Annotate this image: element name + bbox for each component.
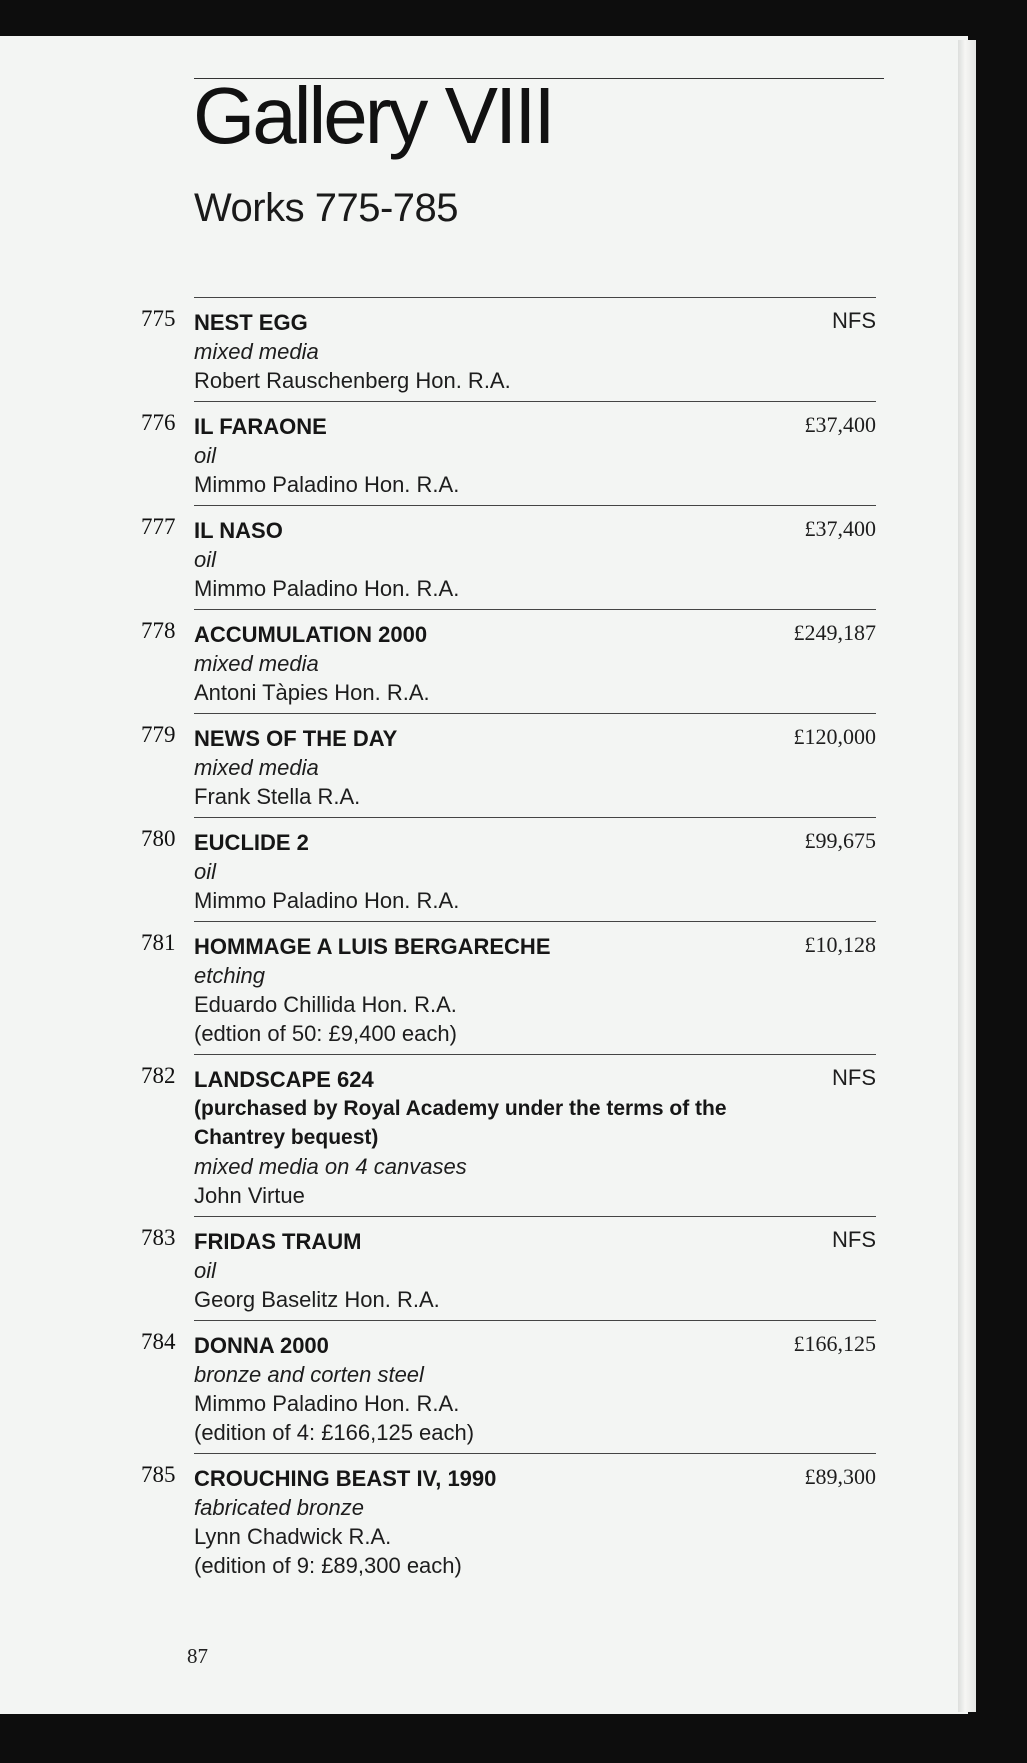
work-artist: Georg Baselitz Hon. R.A.	[194, 1287, 440, 1312]
work-medium: mixed media on 4 canvases	[194, 1154, 467, 1179]
work-entry	[141, 401, 876, 505]
work-artist: Antoni Tàpies Hon. R.A.	[194, 680, 430, 705]
work-details	[194, 1460, 876, 1580]
work-medium: fabricated bronze	[194, 1495, 364, 1520]
work-medium: etching	[194, 963, 265, 988]
work-number: 784	[141, 1329, 176, 1354]
work-title: IL FARAONE	[194, 414, 327, 439]
work-entry	[141, 1216, 876, 1320]
work-entry	[141, 609, 876, 713]
works-list	[0, 297, 968, 1586]
page-content	[0, 36, 968, 1714]
work-number: 780	[141, 826, 176, 851]
work-medium: oil	[194, 859, 217, 884]
work-artist: Lynn Chadwick R.A.	[194, 1524, 392, 1549]
work-number: 785	[141, 1462, 176, 1487]
work-price: NFS	[832, 1065, 876, 1090]
work-entry	[141, 1320, 876, 1453]
work-details	[194, 1327, 876, 1447]
work-price: £89,300	[804, 1464, 876, 1489]
work-medium: oil	[194, 443, 217, 468]
work-medium: mixed media	[194, 651, 319, 676]
work-price: £37,400	[804, 412, 876, 437]
work-details	[194, 408, 876, 499]
work-details	[194, 720, 876, 811]
work-artist: Mimmo Paladino Hon. R.A.	[194, 1391, 460, 1416]
work-artist: Robert Rauschenberg Hon. R.A.	[194, 368, 511, 393]
work-title: NEWS OF THE DAY	[194, 726, 398, 751]
work-title: ACCUMULATION 2000	[194, 622, 428, 647]
work-medium: oil	[194, 1258, 217, 1283]
work-artist: Mimmo Paladino Hon. R.A.	[194, 576, 460, 601]
work-number: 776	[141, 410, 176, 435]
work-edition: (edition of 4: £166,125 each)	[194, 1420, 475, 1445]
work-number: 778	[141, 618, 176, 643]
work-price: £37,400	[804, 516, 876, 541]
work-price: £10,128	[804, 932, 876, 957]
work-entry	[141, 1054, 876, 1216]
work-price: £249,187	[793, 620, 876, 645]
work-price: NFS	[832, 308, 876, 333]
work-price: NFS	[832, 1227, 876, 1252]
work-title: HOMMAGE A LUIS BERGARECHE	[194, 934, 551, 959]
work-title: EUCLIDE 2	[194, 830, 309, 855]
work-title: LANDSCAPE 624	[194, 1067, 374, 1092]
work-note: (purchased by Royal Academy under the terms of the Chantrey bequest)	[194, 1097, 727, 1149]
work-title: FRIDAS TRAUM	[194, 1229, 362, 1254]
work-artist: Frank Stella R.A.	[194, 784, 361, 809]
work-details	[194, 824, 876, 915]
work-entry	[141, 817, 876, 921]
work-edition: (edition of 9: £89,300 each)	[194, 1553, 462, 1578]
work-details	[194, 616, 876, 707]
work-artist: Mimmo Paladino Hon. R.A.	[194, 888, 460, 913]
work-details	[194, 512, 876, 603]
work-medium: mixed media	[194, 755, 319, 780]
catalogue-page	[0, 36, 968, 1714]
work-number: 779	[141, 722, 176, 747]
work-entry	[141, 505, 876, 609]
work-price: £99,675	[804, 828, 876, 853]
work-title: DONNA 2000	[194, 1333, 329, 1358]
work-entry	[141, 1453, 876, 1586]
gallery-title: Gallery VIII	[193, 71, 553, 160]
page-edge	[958, 40, 976, 1712]
work-number: 782	[141, 1063, 176, 1088]
work-price: £120,000	[793, 724, 876, 749]
page-number: 87	[187, 1644, 208, 1668]
work-number: 777	[141, 514, 176, 539]
work-medium: mixed media	[194, 339, 319, 364]
work-price: £166,125	[793, 1331, 876, 1356]
work-artist: John Virtue	[194, 1183, 305, 1208]
work-number: 775	[141, 306, 176, 331]
work-number: 781	[141, 930, 176, 955]
work-artist: Eduardo Chillida Hon. R.A.	[194, 992, 457, 1017]
work-artist: Mimmo Paladino Hon. R.A.	[194, 472, 460, 497]
work-entry	[141, 921, 876, 1054]
work-details	[194, 1061, 876, 1210]
work-details	[194, 928, 876, 1048]
work-details	[194, 1223, 876, 1314]
work-entry	[141, 297, 876, 401]
work-title: CROUCHING BEAST IV, 1990	[194, 1466, 497, 1491]
work-title: IL NASO	[194, 518, 283, 543]
work-entry	[141, 713, 876, 817]
works-range-subtitle: Works 775-785	[194, 186, 459, 230]
work-medium: oil	[194, 547, 217, 572]
work-details	[194, 304, 876, 395]
work-edition: (edtion of 50: £9,400 each)	[194, 1021, 457, 1046]
work-title: NEST EGG	[194, 310, 308, 335]
work-medium: bronze and corten steel	[194, 1362, 424, 1387]
work-number: 783	[141, 1225, 176, 1250]
